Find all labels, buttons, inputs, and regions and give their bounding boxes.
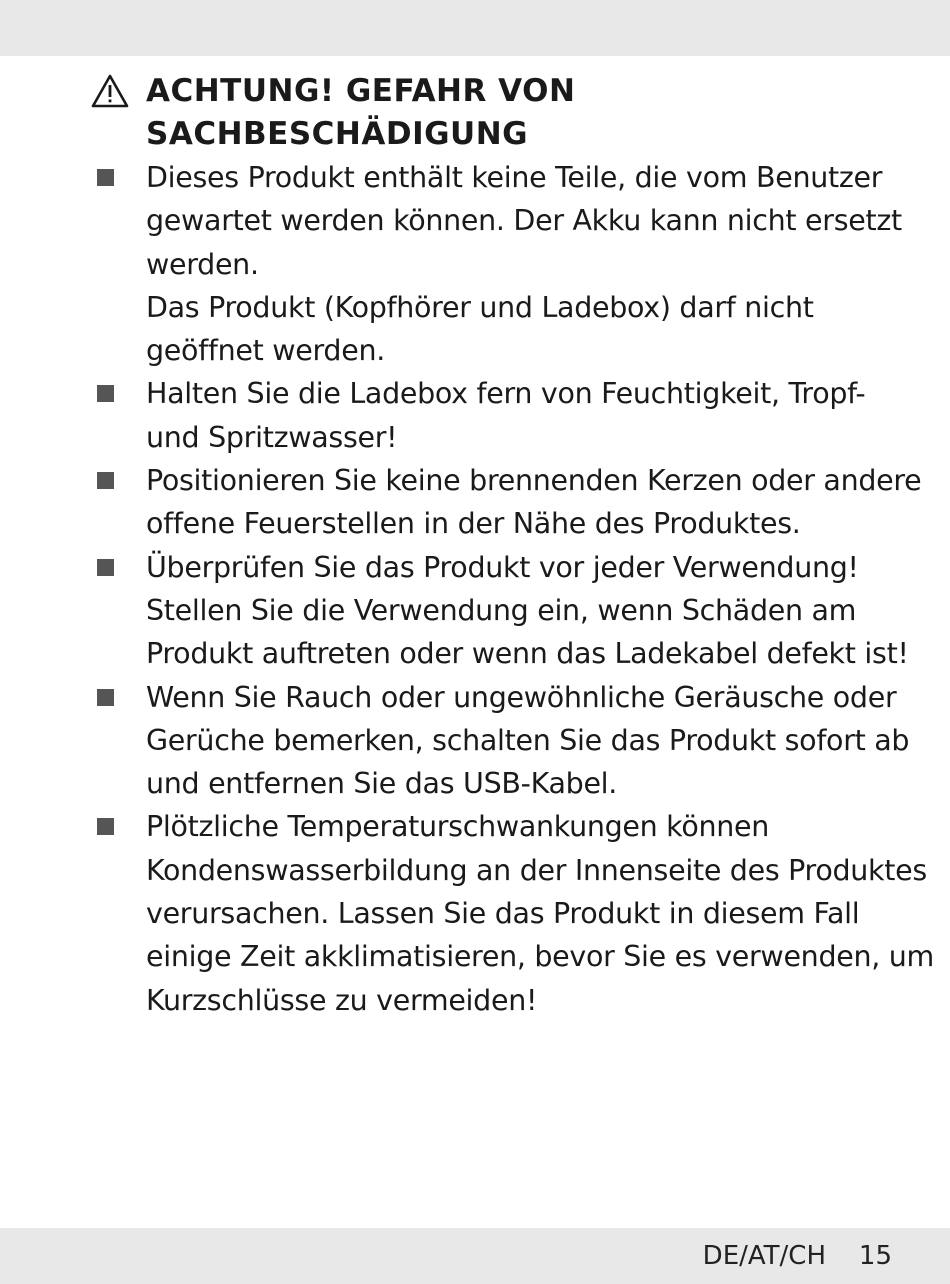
- square-bullet-icon: [97, 169, 114, 186]
- item-line: Kurzschlüsse zu vermeiden!: [146, 983, 538, 1017]
- list-item: [90, 156, 910, 372]
- square-bullet-icon: [97, 818, 114, 835]
- item-line: einige Zeit akklimatisieren, bevor Sie es verwenden, um: [146, 940, 934, 974]
- square-bullet-icon: [97, 689, 114, 706]
- item-line: offene Feuerstellen in der Nähe des Produktes.: [146, 507, 801, 541]
- warning-heading: [90, 70, 910, 156]
- item-line: und Spritzwasser!: [146, 420, 398, 454]
- item-line: Halten Sie die Ladebox fern von Feuchtigkeit, Tropf-: [146, 377, 866, 411]
- item-line: Gerüche bemerken, schalten Sie das Produkt sofort ab: [146, 723, 910, 757]
- safety-list: [90, 156, 934, 1022]
- warning-triangle-icon: [90, 73, 130, 109]
- list-item: [90, 546, 910, 676]
- document-content: [90, 70, 934, 1022]
- list-item: [90, 805, 934, 1021]
- list-item: [90, 676, 910, 806]
- item-line: verursachen. Lassen Sie das Produkt in diesem Fall: [146, 897, 860, 931]
- square-bullet-icon: [97, 385, 114, 402]
- item-line: Überprüfen Sie das Produkt vor jeder Verwendung!: [146, 550, 859, 584]
- footer-region-label: DE/AT/CH: [702, 1241, 826, 1271]
- top-band: [0, 0, 950, 56]
- item-line: Produkt auftreten oder wenn das Ladekabel defekt ist!: [146, 637, 909, 671]
- item-line: Wenn Sie Rauch oder ungewöhnliche Geräusche oder: [146, 680, 897, 714]
- square-bullet-icon: [97, 472, 114, 489]
- item-line: Positionieren Sie keine brennenden Kerzen oder andere: [146, 464, 922, 498]
- item-line: Stellen Sie die Verwendung ein, wenn Schäden am: [146, 593, 857, 627]
- item-line: Plötzliche Temperaturschwankungen können: [146, 810, 770, 844]
- item-line: Das Produkt (Kopfhörer und Ladebox) darf nicht: [146, 290, 814, 324]
- item-line: Dieses Produkt enthält keine Teile, die vom Benutzer: [146, 161, 883, 194]
- square-bullet-icon: [97, 559, 114, 576]
- list-item: [90, 459, 922, 546]
- page-number: 15: [858, 1241, 892, 1271]
- heading-line: SACHBESCHÄDIGUNG: [146, 116, 529, 152]
- list-item: [90, 372, 910, 459]
- item-line: werden.: [146, 247, 259, 281]
- item-line: Kondenswasserbildung an der Innenseite des Produktes: [146, 853, 927, 887]
- item-line: gewartet werden können. Der Akku kann nicht ersetzt: [146, 204, 902, 238]
- item-line: und entfernen Sie das USB-Kabel.: [146, 767, 618, 801]
- item-line: geöffnet werden.: [146, 334, 385, 368]
- heading-line: ACHTUNG! GEFAHR VON: [146, 73, 576, 109]
